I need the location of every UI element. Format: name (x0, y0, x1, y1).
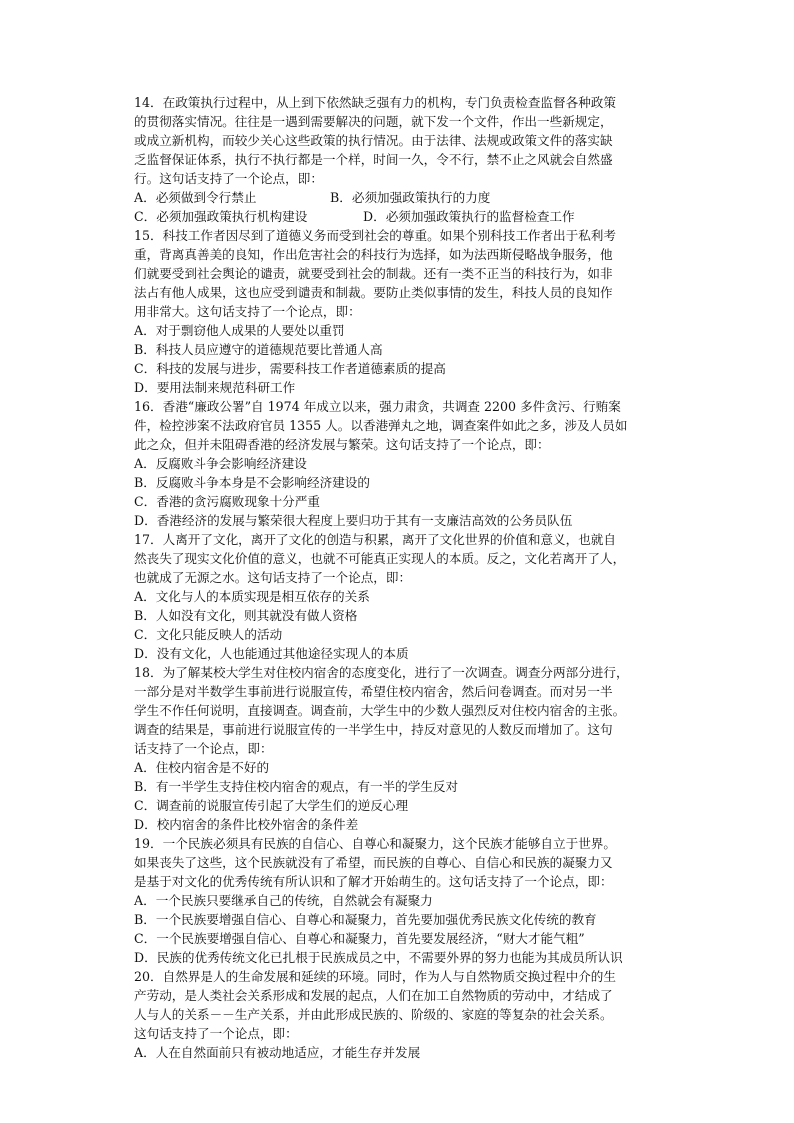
question-block (134, 226, 674, 397)
question-stem-first-line: 16．香港“廉政公署”自 1974 年成立以来，强力肃贪，共调查 2200 多件贪污、行贿案 (134, 399, 621, 414)
question-stem-line: 学生不作任何说明，直接调查。调查前，大学生中的少数人强烈反对住校内宿舍的主张。 (134, 703, 626, 718)
answer-option: B．一个民族要增强自信心、自尊心和凝聚力，首先要加强优秀民族文化传统的教育 (134, 912, 597, 927)
question-stem-line: 人与人的关系－－生产关系，并由此形成民族的、阶级的、家庭的等复杂的社会关系。 (134, 1007, 613, 1022)
question-block (134, 663, 674, 834)
question-stem-line: 一部分是对半数学生事前进行说服宣传，希望住校内宿舍，然后问卷调查。而对另一半 (134, 684, 613, 699)
question-stem-line: 行。这句话支持了一个论点，即： (134, 171, 323, 186)
answer-option: A．住校内宿舍是不好的 (134, 760, 270, 775)
question-stem-line: 用非常大。这句话支持了一个论点，即： (134, 304, 361, 319)
question-stem-first-line: 20．自然界是人的生命发展和延续的环境。同时，作为人与自然物质交换过程中介的生 (134, 969, 616, 984)
answer-option: A．文化与人的本质实现是相互依存的关系 (134, 589, 370, 604)
option-row (134, 188, 674, 207)
question-stem-line: 或成立新机构，而较少关心这些政策的执行情况。由于法律、法规或政策文件的落实缺 (134, 133, 613, 148)
question-stem-first-line: 19．一个民族必须具有民族的自信心、自尊心和凝聚力，这个民族才能够自立于世界。 (134, 836, 616, 851)
answer-option: A．反腐败斗争会影响经济建设 (134, 456, 307, 471)
answer-option: D．校内宿舍的条件比校外宿舍的条件差 (134, 817, 359, 832)
answer-option: A．对于剽窃他人成果的人要处以重罚 (134, 323, 345, 338)
answer-option: D．民族的优秀传统文化已扎根于民族成员之中，不需要外界的努力也能为其成员所认识 (134, 950, 623, 965)
answer-option: B．人如没有文化，则其就没有做人资格 (134, 608, 358, 623)
question-stem-line: 此之众，但并未阻碍香港的经济发展与繁荣。这句话支持了一个论点，即： (134, 437, 550, 452)
answer-option: D．要用法制来规范科研工作 (134, 380, 296, 395)
answer-option: B．必须加强政策执行的力度 (330, 190, 491, 205)
answer-option: D．必须加强政策执行的监督检查工作 (363, 209, 575, 224)
answer-option: C．香港的贪污腐败现象十分严重 (134, 494, 320, 509)
answer-option: A．一个民族只要继承自己的传统，自然就会有凝聚力 (134, 893, 433, 908)
answer-option: C．科技的发展与进步，需要科技工作者道德素质的提高 (134, 361, 446, 376)
question-block (134, 93, 674, 226)
question-stem-line: 是基于对文化的优秀传统有所认识和了解才开始萌生的。这句话支持了一个论点，即： (134, 874, 613, 889)
question-stem-line: 产劳动，是人类社会关系形成和发展的起点，人们在加工自然物质的劳动中，才结成了 (134, 988, 613, 1003)
question-block (134, 530, 674, 663)
question-list (134, 93, 674, 1062)
question-stem-line: 重，背离真善美的良知，作出危害社会的科技行为选择，如为法西斯侵略战争服务，他 (134, 247, 613, 262)
answer-option: C．调查前的说服宣传引起了大学生们的逆反心理 (134, 798, 409, 813)
answer-option: B．科技人员应遵守的道德规范要比普通人高 (134, 342, 383, 357)
answer-option: B．反腐败斗争本身是不会影响经济建设的 (134, 475, 370, 490)
question-stem-line: 然丧失了现实文化价值的意义，也就不可能真正实现人的本质。反之，文化若离开了人， (134, 551, 626, 566)
answer-option: C．文化只能反映人的活动 (134, 627, 283, 642)
question-stem-line: 话支持了一个论点，即： (134, 741, 273, 756)
question-block (134, 397, 674, 530)
question-block (134, 967, 674, 1062)
question-stem-line: 们就要受到社会舆论的谴责，就要受到社会的制裁。还有一类不正当的科技行为，如非 (134, 266, 613, 281)
question-stem-line: 乏监督保证体系，执行不执行都是一个样，时间一久，令不行，禁不止之风就会自然盛 (134, 152, 613, 167)
answer-option: A．必须做到令行禁止 (134, 190, 257, 205)
question-stem-line: 件，检控涉案不法政府官员 1355 人。以香港弹丸之地，调查案件如此之多，涉及人员如 (134, 418, 628, 433)
answer-option: B．有一半学生支持住校内宿舍的观点，有一半的学生反对 (134, 779, 459, 794)
answer-option: D．没有文化，人也能通过其他途径实现人的本质 (134, 646, 409, 661)
question-stem-first-line: 15．科技工作者因尽到了道德义务而受到社会的尊重。如果个别科技工作者出于私利考 (134, 228, 616, 243)
question-stem-line: 这句话支持了一个论点，即： (134, 1026, 298, 1041)
answer-option: C．一个民族要增强自信心、自尊心和凝聚力，首先要发展经济，“财大才能气粗” (134, 931, 585, 946)
question-stem-line: 法占有他人成果，这也应受到谴责和制裁。要防止类似事情的发生，科技人员的良知作 (134, 285, 613, 300)
question-stem-line: 的贯彻落实情况。往往是一遇到需要解决的问题，就下发一个文件，作出一些新规定， (134, 114, 613, 129)
option-row (134, 207, 674, 226)
question-stem-line: 也就成了无源之水。这句话支持了一个论点，即： (134, 570, 412, 585)
question-stem-first-line: 18．为了解某校大学生对住校内宿舍的态度变化，进行了一次调查。调查分两部分进行， (134, 665, 629, 680)
question-block (134, 834, 674, 967)
question-stem-first-line: 17．人离开了文化，离开了文化的创造与积累，离开了文化世界的价值和意义，也就自 (134, 532, 616, 547)
question-stem-first-line: 14．在政策执行过程中，从上到下依然缺乏强有力的机构，专门负责检查监督各种政策 (134, 95, 616, 110)
answer-option: C．必须加强政策执行机构建设 (134, 209, 308, 224)
answer-option: D．香港经济的发展与繁荣很大程度上要归功于其有一支廉洁高效的公务员队伍 (134, 513, 573, 528)
question-stem-line: 调查的结果是，事前进行说服宣传的一半学生中，持反对意见的人数反而增加了。这句 (134, 722, 613, 737)
answer-option: A．人在自然面前只有被动地适应，才能生存并发展 (134, 1045, 421, 1060)
question-stem-line: 如果丧失了这些，这个民族就没有了希望，而民族的自尊心、自信心和民族的凝聚力又 (134, 855, 613, 870)
